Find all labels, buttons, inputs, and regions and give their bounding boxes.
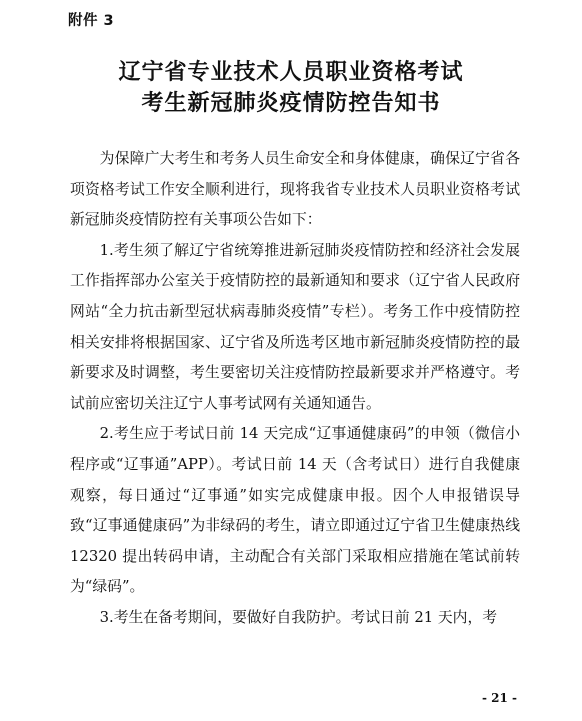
paragraph-item-2: 2.考生应于考试日前 14 天完成“辽事通健康码”的申领（微信小程序或“辽事通”APP）。考试日前 14 天（含考试日）进行自我健康观察，每日通过“辽事通”如实完成健康申报。因个人申报错误导致“辽事通健康码”为非绿码的考生，请立即通过辽宁省卫生健康热线 12320 提出转码申请，主动配合有关部门采取相应措施在笔试前转为“绿码”。 <box>70 425 520 596</box>
paragraph-item-3: 3.考生在备考期间，要做好自我防护。考试日前 21 天内，考 <box>99 608 498 626</box>
document-body <box>70 144 520 634</box>
document-title-line-1: 辽宁省专业技术人员职业资格考试 <box>118 60 464 85</box>
document-title-line-2: 考生新冠肺炎疫情防控告知书 <box>141 91 441 116</box>
attachment-label: 附件 3 <box>68 13 115 29</box>
paragraph-intro: 为保障广大考生和考务人员生命安全和身体健康，确保辽宁省各项资格考试工作安全顺利进行，现将我省专业技术人员职业资格考试新冠肺炎疫情防控有关事项公告如下： <box>70 150 520 229</box>
paragraph-item-1: 1.考生须了解辽宁省统筹推进新冠肺炎疫情防控和经济社会发展工作指挥部办公室关于疫情防控的最新通知和要求（辽宁省人民政府网站“全力抗击新型冠状病毒肺炎疫情”专栏）。考务工作中疫情防控相关安排将根据国家、辽宁省及所选考区地市新冠肺炎疫情防控的最新要求及时调整，考生要密切关注疫情防控最新要求并严格遵守。考试前应密切关注辽宁人事考试网有关通知通告。 <box>70 241 520 412</box>
page-number: - 21 - <box>481 691 517 705</box>
